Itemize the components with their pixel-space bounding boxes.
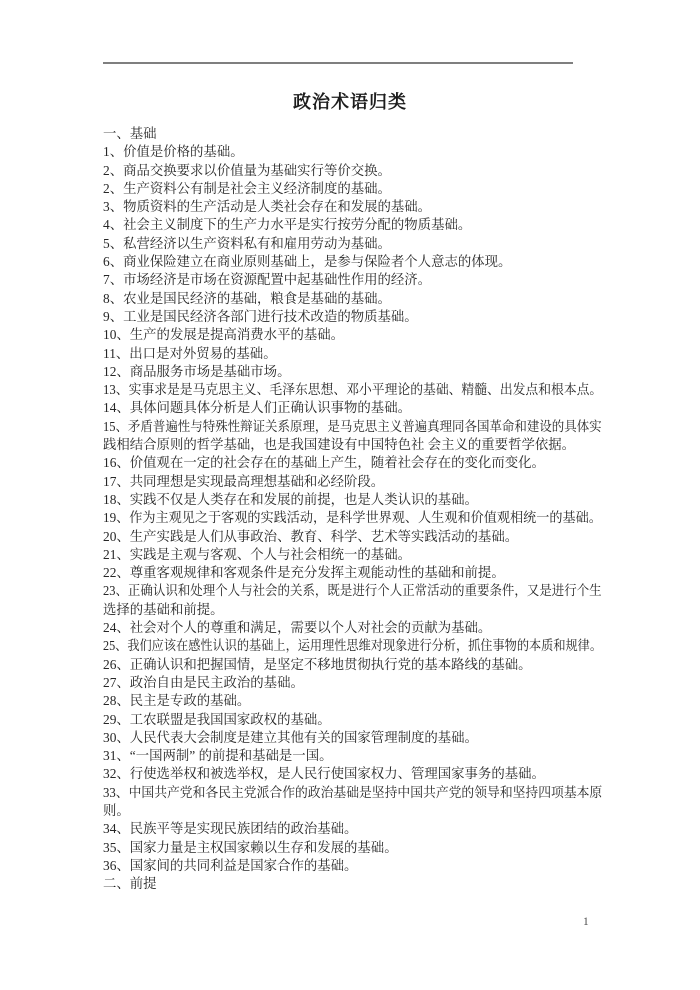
list-item: 践相结合原则的哲学基础，也是我国建设有中国特色社 会主义的重要哲学依据。 bbox=[103, 437, 576, 453]
list-item: 12、商品服务市场是基础市场。 bbox=[103, 363, 291, 379]
list-item: 1、价值是价格的基础。 bbox=[103, 144, 244, 160]
list-item: 33、中国共产党和各民主党派合作的政治基础是坚持中国共产党的领导和坚持四项基本原 bbox=[103, 784, 603, 800]
page-number: 1 bbox=[583, 916, 589, 928]
list-item: 7、市场经济是市场在资源配置中起基础性作用的经济。 bbox=[103, 272, 432, 288]
list-item: 3、物质资料的生产活动是人类社会存在和发展的基础。 bbox=[103, 199, 432, 215]
list-item: 5、私营经济以生产资料私有和雇用劳动为基础。 bbox=[103, 235, 391, 251]
list-item: 17、共同理想是实现最高理想基础和必经阶段。 bbox=[103, 473, 385, 489]
section-heading: 一、基础 bbox=[103, 126, 157, 141]
list-item: 32、行使选举权和被选举权，是人民行使国家权力、管理国家事务的基础。 bbox=[103, 766, 545, 782]
section-heading: 二、前提 bbox=[103, 876, 157, 892]
list-item: 13、实事求是是马克思主义、毛泽东思想、邓小平理论的基础、精髓、出发点和根本点。 bbox=[103, 382, 603, 398]
list-item: 27、政治自由是民主政治的基础。 bbox=[103, 674, 304, 690]
list-item: 35、国家力量是主权国家赖以生存和发展的基础。 bbox=[103, 839, 398, 855]
list-item: 11、出口是对外贸易的基础。 bbox=[103, 345, 277, 361]
list-item: 22、尊重客观规律和客观条件是充分发挥主观能动性的基础和前提。 bbox=[103, 565, 505, 581]
list-item: 30、人民代表大会制度是建立其他有关的国家管理制度的基础。 bbox=[103, 729, 478, 745]
list-item: 9、工业是国民经济各部门进行技术改造的物质基础。 bbox=[103, 308, 418, 324]
header-rule bbox=[103, 62, 573, 64]
list-item: 14、具体问题具体分析是人们正确认识事物的基础。 bbox=[103, 400, 411, 416]
list-item: 28、民主是专政的基础。 bbox=[103, 693, 251, 709]
list-item: 24、社会对个人的尊重和满足，需要以个人对社会的贡献为基础。 bbox=[103, 620, 492, 636]
list-item: 4、社会主义制度下的生产力水平是实行按劳分配的物质基础。 bbox=[103, 217, 472, 233]
list-item: 16、价值观在一定的社会存在的基础上产生，随着社会存在的变化而变化。 bbox=[103, 455, 545, 471]
list-item: 19、作为主观见之于客观的实践活动，是科学世界观、人生观和价值观相统一的基础。 bbox=[103, 510, 602, 526]
list-item: 8、农业是国民经济的基础，粮食是基础的基础。 bbox=[103, 290, 391, 306]
list-item: 6、商业保险建立在商业原则基础上，是参与保险者个人意志的体现。 bbox=[103, 254, 512, 270]
list-item: 25、我们应该在感性认识的基础上，运用理性思维对现象进行分析，抓住事物的本质和规律。 bbox=[103, 638, 603, 654]
list-item: 31、“一国两制” 的前提和基础是一国。 bbox=[103, 748, 333, 764]
list-item: 18、实践不仅是人类存在和发展的前提，也是人类认识的基础。 bbox=[103, 491, 478, 507]
list-item: 21、实践是主观与客观、个人与社会相统一的基础。 bbox=[103, 546, 411, 562]
list-item: 36、国家间的共同利益是国家合作的基础。 bbox=[103, 857, 358, 873]
list-item: 20、生产实践是人们从事政治、教育、科学、艺术等实践活动的基础。 bbox=[103, 528, 519, 544]
list-item: 2、生产资料公有制是社会主义经济制度的基础。 bbox=[103, 180, 391, 196]
document-body bbox=[103, 125, 602, 893]
list-item: 15、矛盾普遍性与特殊性辩证关系原理，是马克思主义普遍真理同各国革命和建设的具体实 bbox=[103, 418, 602, 434]
page-title: 政治术语归类 bbox=[293, 92, 407, 112]
list-item: 29、工农联盟是我国国家政权的基础。 bbox=[103, 711, 331, 727]
list-item: 则。 bbox=[103, 802, 130, 818]
list-item: 选择的基础和前提。 bbox=[103, 601, 224, 617]
list-item: 23、正确认识和处理个人与社会的关系，既是进行个人正常活动的重要条件，又是进行个生 bbox=[103, 583, 602, 599]
list-item: 34、民族平等是实现民族团结的政治基础。 bbox=[103, 821, 358, 837]
list-item: 26、正确认识和把握国情，是坚定不移地贯彻执行党的基本路线的基础。 bbox=[103, 656, 532, 672]
list-item: 10、生产的发展是提高消费水平的基础。 bbox=[103, 327, 345, 343]
list-item: 2、商品交换要求以价值量为基础实行等价交换。 bbox=[103, 162, 391, 178]
